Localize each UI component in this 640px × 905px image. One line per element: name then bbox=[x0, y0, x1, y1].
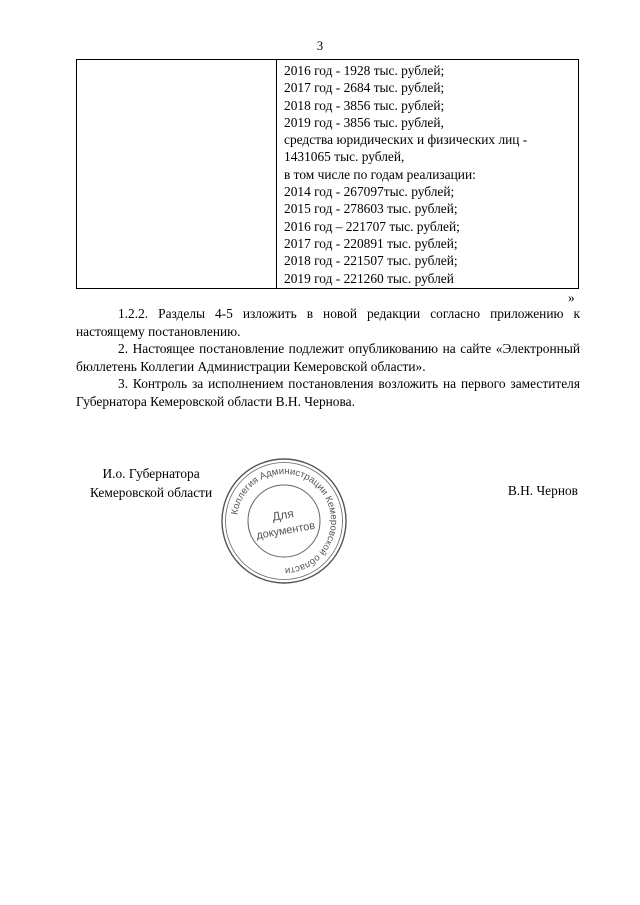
table-line: 2014 год - 267097тыс. рублей; bbox=[284, 184, 455, 200]
closing-quote: » bbox=[568, 290, 575, 305]
stamp-center-line2: документов bbox=[255, 519, 317, 542]
table-line: 2019 год - 3856 тыс. рублей, bbox=[284, 114, 444, 130]
table-line: 2016 год - 1928 тыс. рублей; bbox=[284, 63, 445, 78]
table-left-cell bbox=[77, 60, 277, 288]
signatory-title-line2: Кемеровской области bbox=[90, 484, 213, 500]
table-line: 2015 год - 278603 тыс. рублей; bbox=[284, 201, 458, 217]
table-line: 2018 год - 3856 тыс. рублей; bbox=[284, 97, 445, 113]
table-line: 2017 год - 2684 тыс. рублей; bbox=[284, 80, 445, 96]
table-right-cell bbox=[277, 60, 578, 288]
stamp-seal bbox=[218, 455, 350, 587]
paragraph-3 bbox=[76, 375, 580, 410]
table-line: в том числе по годам реализации: bbox=[284, 166, 476, 182]
paragraph-text: 2. Настоящее постановление подлежит опубликованию на сайте «Электронный бюллетень Коллегии Администрации Кемеровской области». bbox=[76, 341, 580, 374]
table-line: 1431065 тыс. рублей, bbox=[284, 149, 405, 165]
stamp-ring-text: Коллегия Администрации Кемеровской области bbox=[229, 465, 340, 577]
paragraph-1-2-2 bbox=[76, 305, 580, 340]
stamp-center-line1: Для bbox=[271, 506, 295, 524]
signatory-title bbox=[90, 465, 212, 502]
signatory-title-line1: И.о. Губернатора bbox=[102, 466, 200, 481]
paragraph-text: 3. Контроль за исполнением постановления возложить на первого заместителя Губернатора Кемеровской области В.Н. Чернова. bbox=[76, 376, 580, 409]
table-line: 2017 год - 220891 тыс. рублей; bbox=[284, 235, 458, 251]
table-line: 2018 год - 221507 тыс. рублей; bbox=[284, 253, 458, 269]
paragraph-2 bbox=[76, 340, 580, 375]
table-line: 2019 год - 221260 тыс. рублей bbox=[284, 270, 454, 286]
funding-table bbox=[76, 59, 579, 289]
page-number: 3 bbox=[316, 39, 324, 53]
paragraph-text: 1.2.2. Разделы 4-5 изложить в новой редакции согласно приложению к настоящему постановлению. bbox=[76, 306, 580, 339]
table-line: средства юридических и физических лиц - bbox=[284, 132, 528, 148]
table-line: 2016 год – 221707 тыс. рублей; bbox=[284, 218, 460, 234]
signatory-name: В.Н. Чернов bbox=[507, 483, 578, 498]
